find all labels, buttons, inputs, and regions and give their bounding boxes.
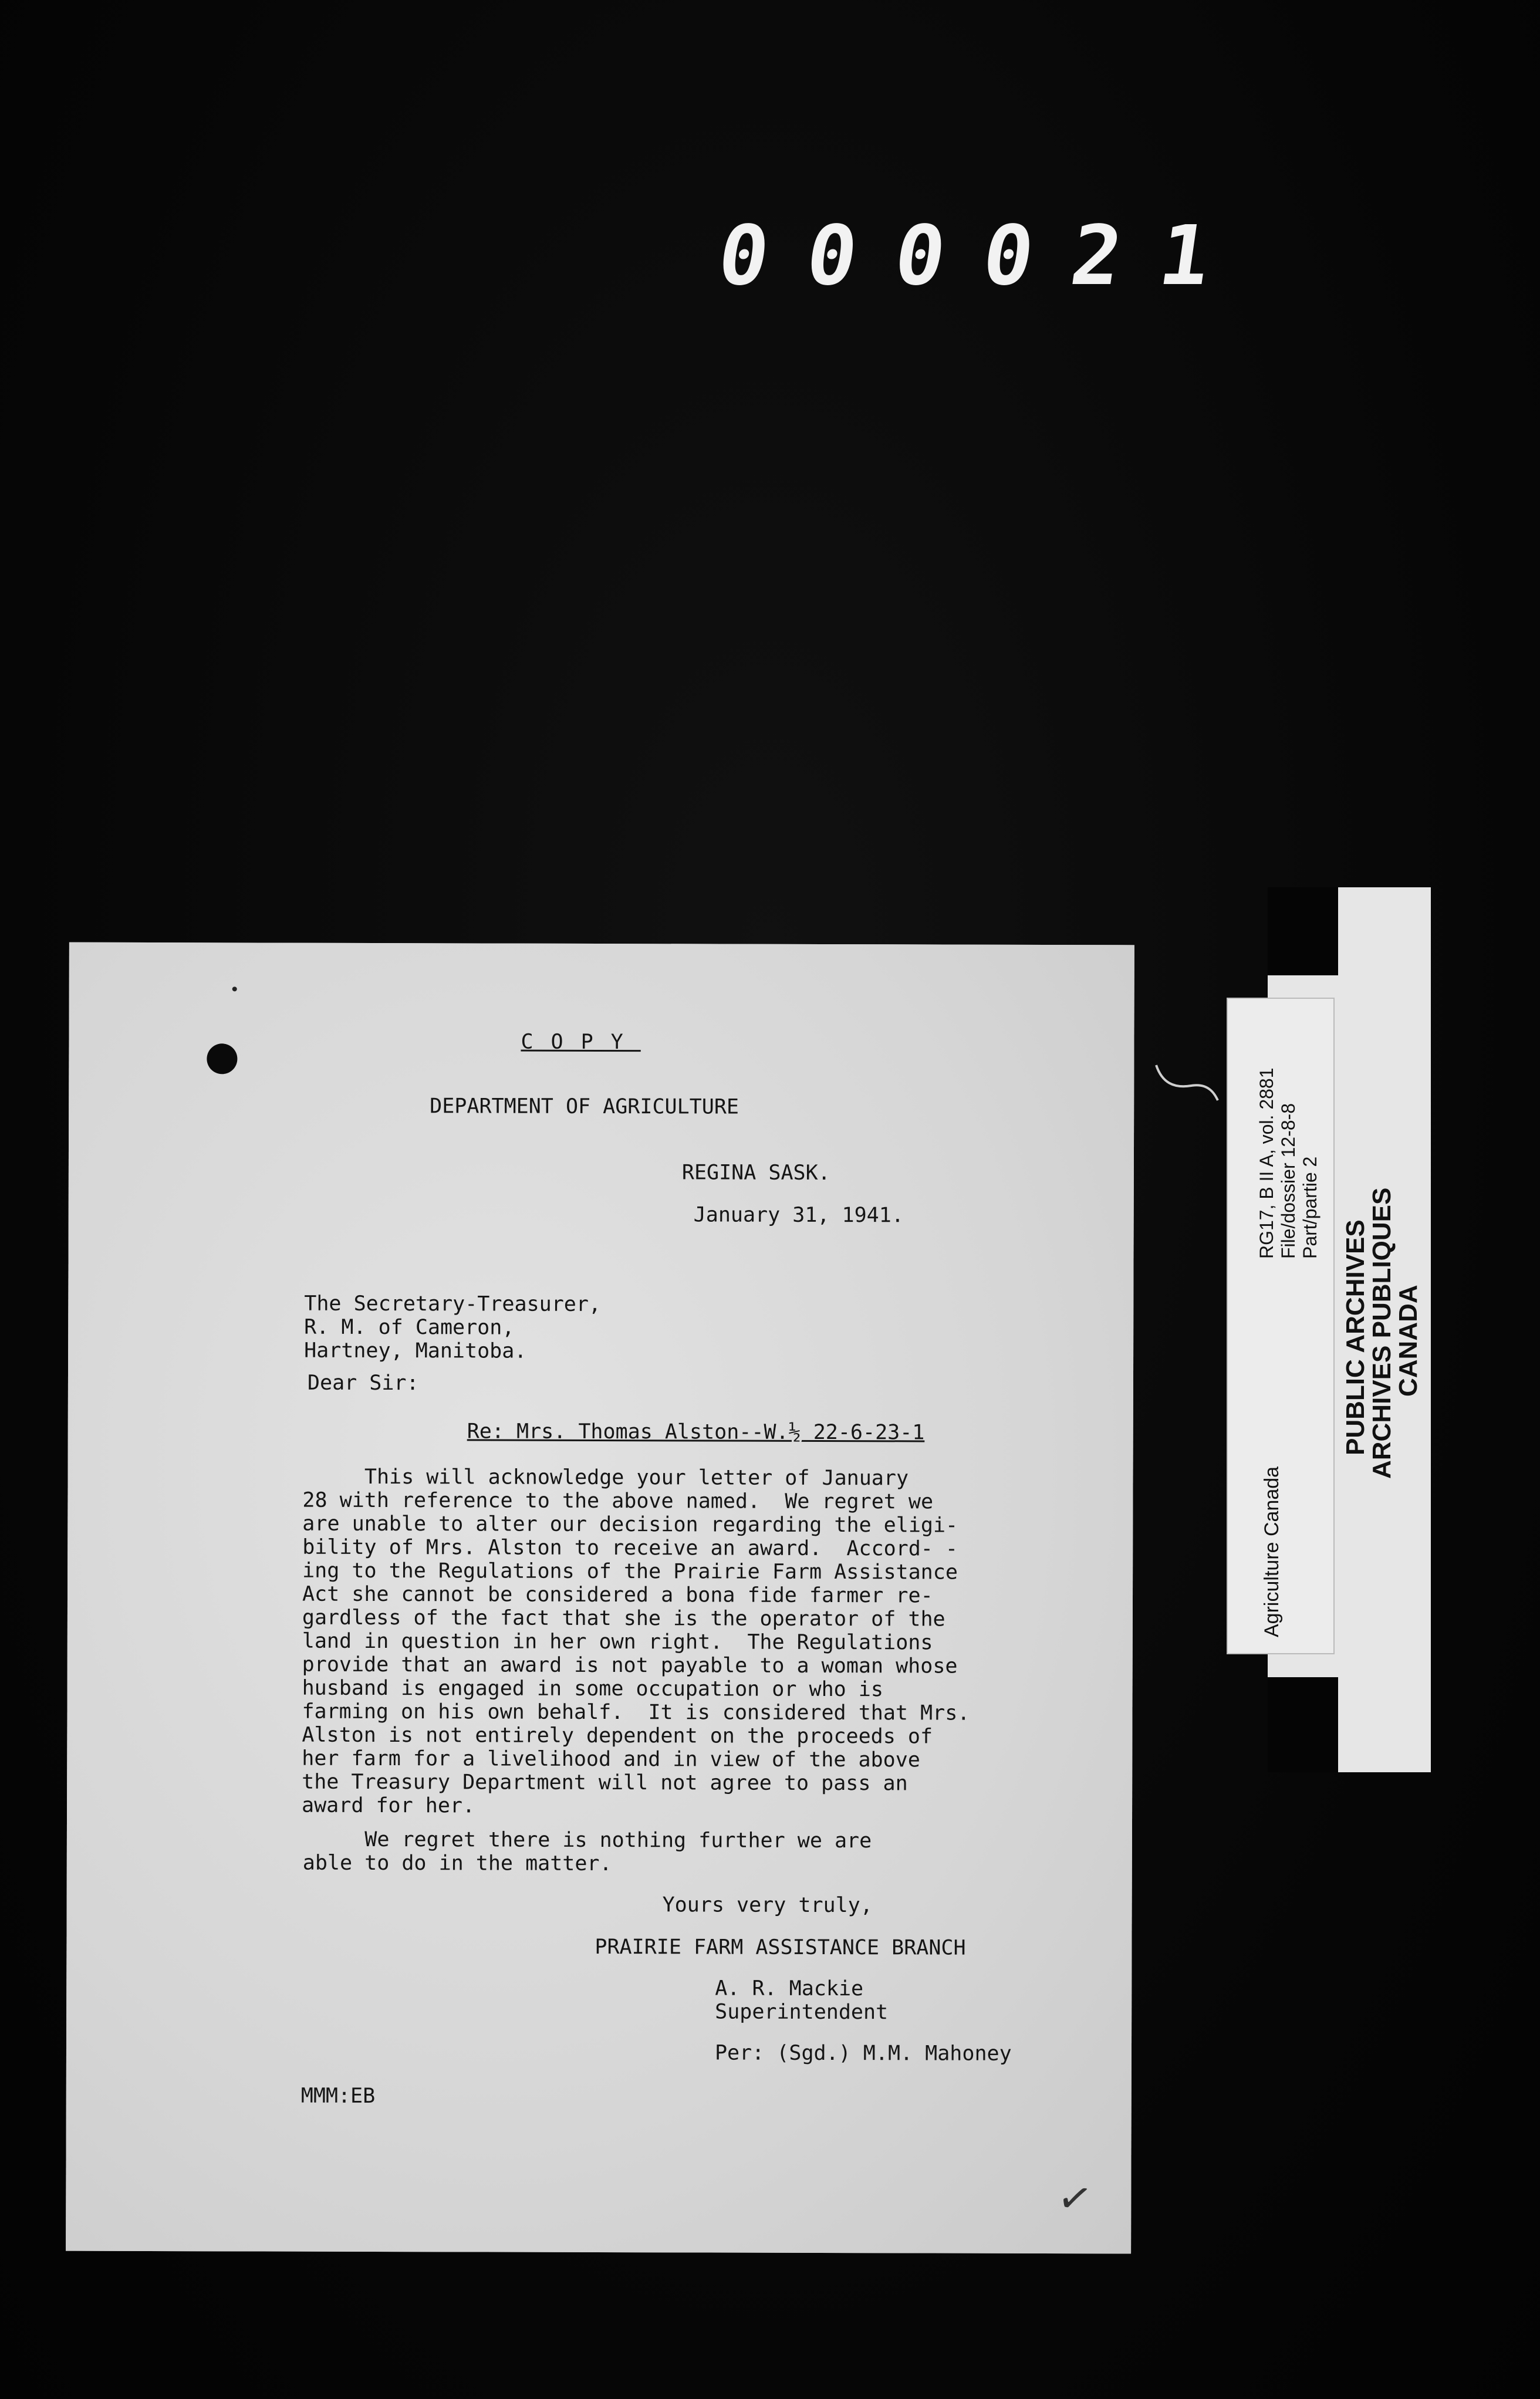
department-heading: DEPARTMENT OF AGRICULTURE xyxy=(430,1094,739,1119)
salutation: Dear Sir: xyxy=(307,1371,419,1396)
fiber-wisp xyxy=(1150,1059,1221,1106)
archive-reference-3: Part/partie 2 xyxy=(1299,1156,1321,1259)
signatory-block: A. R. Mackie Superintendent xyxy=(715,1976,889,2025)
archive-name-fr: ARCHIVES PUBLIQUES xyxy=(1367,1187,1396,1479)
letter-date: January 31, 1941. xyxy=(693,1203,904,1228)
letter-paragraph-2: We regret there is nothing further we are able to do in the matter. xyxy=(302,1827,872,1876)
paper-speck xyxy=(232,986,237,991)
archive-department: Agriculture Canada xyxy=(1261,1466,1283,1637)
tag-notch-top xyxy=(1268,887,1338,975)
copy-heading: COPY xyxy=(521,1030,641,1055)
archive-name-en: PUBLIC ARCHIVES xyxy=(1341,1219,1370,1455)
letter-city: REGINA SASK. xyxy=(681,1161,830,1185)
letter-page xyxy=(66,942,1134,2254)
check-mark: ✓ xyxy=(1053,2171,1096,2225)
complimentary-close: Yours very truly, xyxy=(662,1893,873,1918)
branch-name: PRAIRIE FARM ASSISTANCE BRANCH xyxy=(595,1935,966,1960)
typist-initials: MMM:EB xyxy=(300,2084,376,2108)
subject-line: Re: Mrs. Thomas Alston--W.½ 22-6-23-1 xyxy=(467,1420,925,1445)
per-signature-line: Per: (Sgd.) M.M. Mahoney xyxy=(714,2041,1012,2066)
archive-country: CANADA xyxy=(1394,1285,1423,1397)
archive-reference-1: RG17, B II A, vol. 2881 xyxy=(1256,1067,1277,1259)
tag-notch-bottom xyxy=(1268,1677,1338,1772)
archive-reference-2: File/dossier 12-8-8 xyxy=(1278,1103,1299,1259)
letter-paragraph-1: This will acknowledge your letter of January 28 with reference to the above named. We regret we are unable to alter our decision regarding the eligi- bility of Mrs. Alston to receive an award. Accord- - ing to the Regulations of the Prairie Farm Assistance Act she cannot be considered a bona fide farmer re- gardless of the fact that she is the operator of the land in question in her own right. The Regulations provide that an award is not payable to a woman whose husband is engaged in some occupation or who is farming on his own behalf. It is considered that Mrs. Alston is not entirely dependent on the proceeds of her farm for a livelihood and in view of the above the Treasury Department will not agree to pass an award for her. xyxy=(302,1465,970,1818)
addressee-block: The Secretary-Treasurer, R. M. of Cameron, Hartney, Manitoba. xyxy=(304,1292,602,1363)
punch-hole xyxy=(207,1043,237,1074)
frame-number: 000021 xyxy=(712,208,1255,304)
